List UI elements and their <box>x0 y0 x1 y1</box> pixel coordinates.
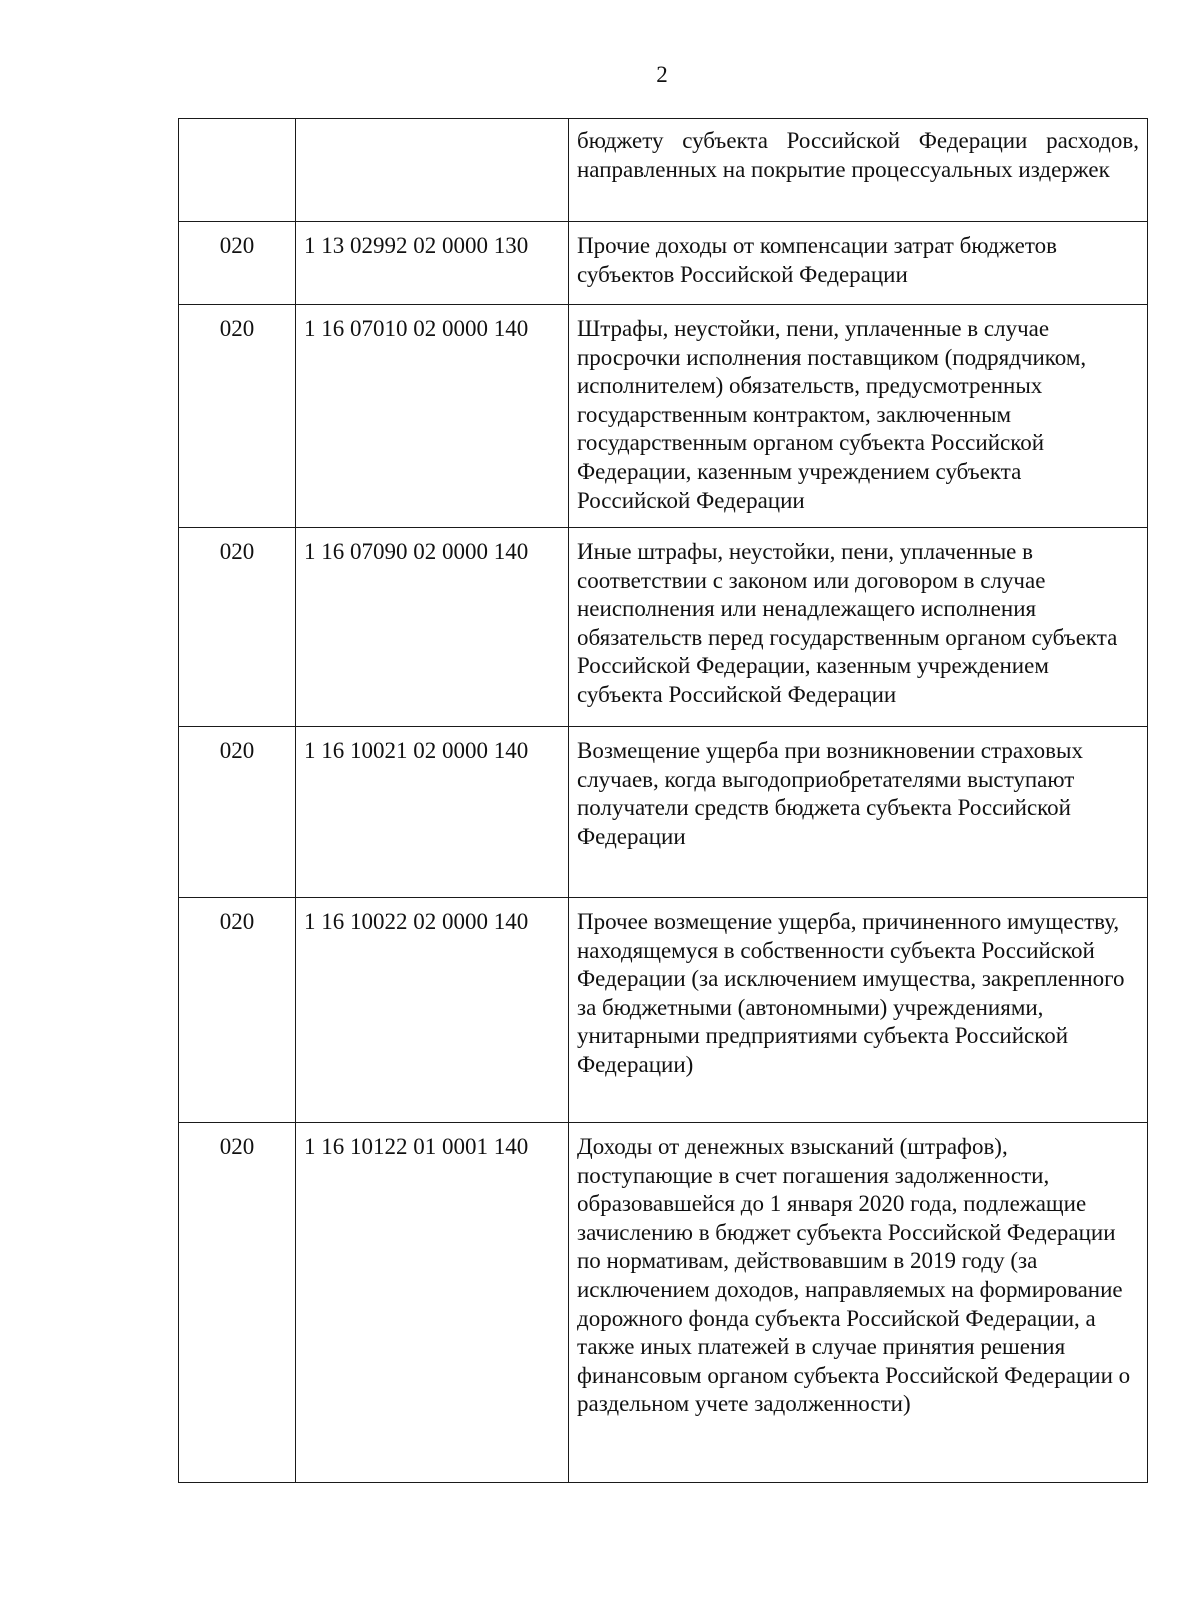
kbk-code-cell: 1 13 02992 02 0000 130 <box>296 222 569 305</box>
admin-code-cell: 020 <box>179 528 296 727</box>
kbk-code-cell: 1 16 07010 02 0000 140 <box>296 305 569 528</box>
table-row <box>179 528 1148 727</box>
kbk-code-cell <box>296 119 569 222</box>
revenue-name-cell: Возмещение ущерба при возникновении страховых случаев, когда выгодоприобретателями выступают получатели средств бюджета субъекта Российской Федерации <box>569 727 1148 898</box>
table-row <box>179 305 1148 528</box>
admin-code-cell: 020 <box>179 305 296 528</box>
admin-code-cell: 020 <box>179 898 296 1123</box>
revenue-name-cell: Штрафы, неустойки, пени, уплаченные в случае просрочки исполнения поставщиком (подрядчиком, исполнителем) обязательств, предусмотренных государственным контрактом, заключенным государственным органом субъекта Российской Федерации, казенным учреждением субъекта Российской Федерации <box>569 305 1148 528</box>
revenue-name-cell: Прочие доходы от компенсации затрат бюджетов субъектов Российской Федерации <box>569 222 1148 305</box>
kbk-code-cell: 1 16 10022 02 0000 140 <box>296 898 569 1123</box>
admin-code-cell: 020 <box>179 727 296 898</box>
table-row <box>179 222 1148 305</box>
revenue-codes-table <box>178 118 1148 1483</box>
revenue-name-cell: Иные штрафы, неустойки, пени, уплаченные в соответствии с законом или договором в случае неисполнения или ненадлежащего исполнения обязательств перед государственным органом субъекта Российской Федерации, казенным учреждением субъекта Российской Федерации <box>569 528 1148 727</box>
revenue-name-cell: бюджету субъекта Российской Федерации расходов, направленных на покрытие процессуальных издержек <box>569 119 1148 222</box>
revenue-name-cell: Доходы от денежных взысканий (штрафов), поступающие в счет погашения задолженности, образовавшейся до 1 января 2020 года, подлежащие зачислению в бюджет субъекта Российской Федерации по нормативам, действовавшим в 2019 году (за исключением доходов, направляемых на формирование дорожного фонда субъекта Российской Федерации, а также иных платежей в случае принятия решения финансовым органом субъекта Российской Федерации о раздельном учете задолженности) <box>569 1123 1148 1483</box>
admin-code-cell: 020 <box>179 1123 296 1483</box>
kbk-code-cell: 1 16 10021 02 0000 140 <box>296 727 569 898</box>
admin-code-cell <box>179 119 296 222</box>
revenue-name-cell: Прочее возмещение ущерба, причиненного имуществу, находящемуся в собственности субъекта Российской Федерации (за исключением имущества, закрепленного за бюджетными (автономными) учреждениями, унитарными предприятиями субъекта Российской Федерации) <box>569 898 1148 1123</box>
kbk-code-cell: 1 16 10122 01 0001 140 <box>296 1123 569 1483</box>
page-number: 2 <box>656 62 668 87</box>
table-row <box>179 119 1148 222</box>
kbk-code-cell: 1 16 07090 02 0000 140 <box>296 528 569 727</box>
admin-code-cell: 020 <box>179 222 296 305</box>
table-row <box>179 898 1148 1123</box>
table-row <box>179 1123 1148 1483</box>
table-row <box>179 727 1148 898</box>
